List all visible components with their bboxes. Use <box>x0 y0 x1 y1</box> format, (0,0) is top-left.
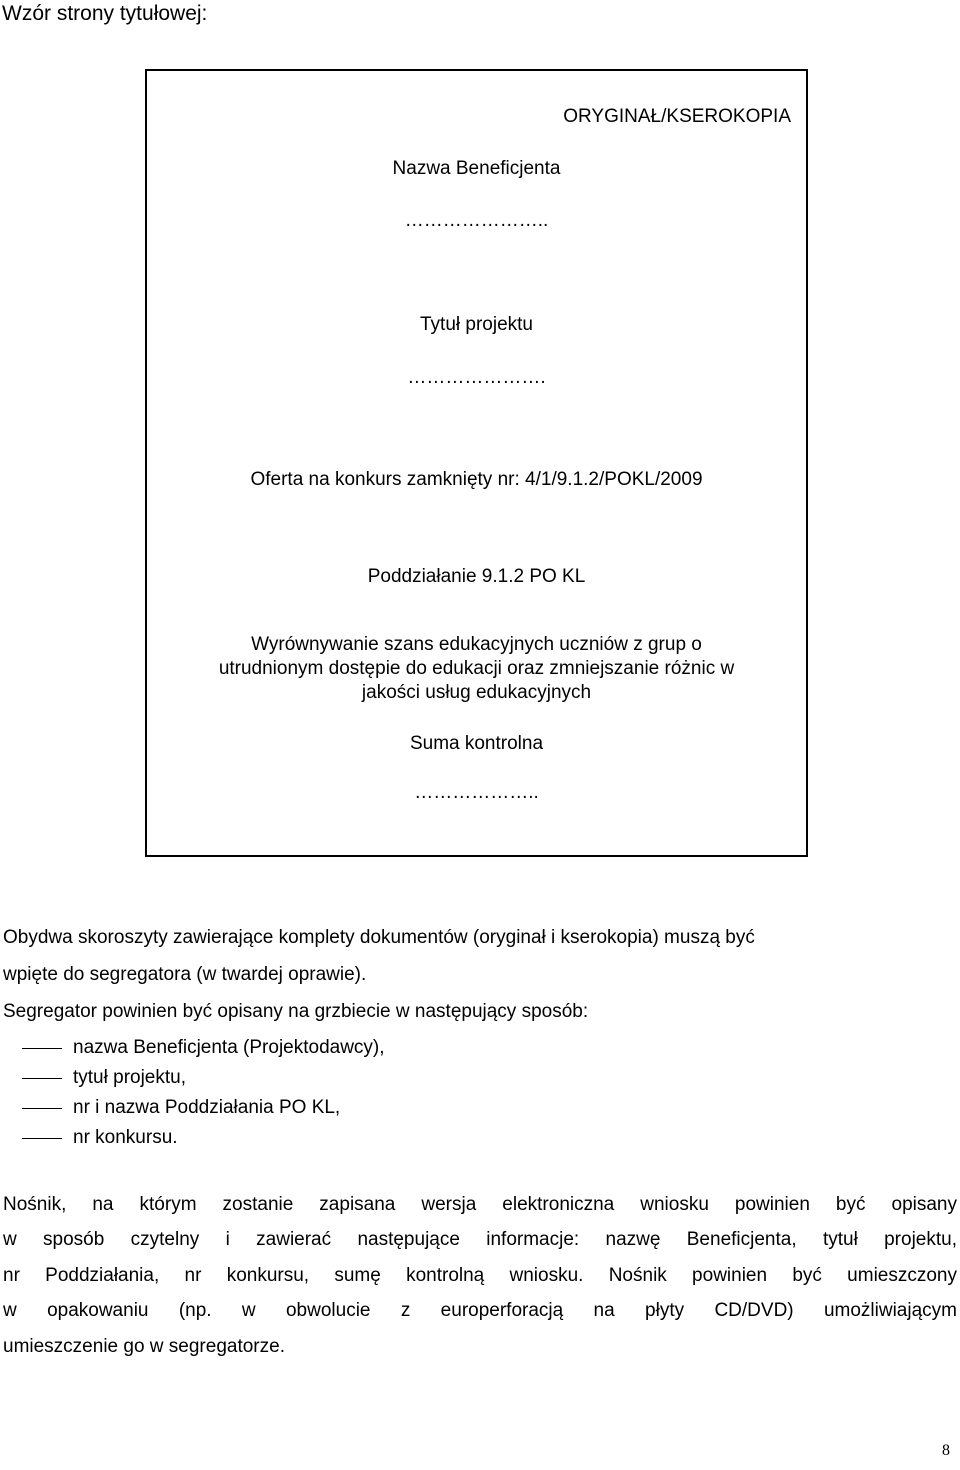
list-item-text: nr i nazwa Poddziałania PO KL, <box>73 1097 341 1118</box>
media-paragraph-line: w sposób czytelny i zawierać następujące informacje: nazwę Beneficjenta, tytuł projektu, <box>3 1229 957 1250</box>
subaction-description-line: utrudnionym dostępie do edukacji oraz zmniejszanie różnic w <box>218 658 735 679</box>
project-title-label: Tytuł projektu <box>420 314 533 335</box>
dash-bullet <box>22 1078 62 1079</box>
beneficiary-placeholder: ………………….. <box>404 210 549 231</box>
spine-description-intro: Segregator powinien być opisany na grzbiecie w następujący sposób: <box>3 1001 589 1022</box>
list-item-text: tytuł projektu, <box>73 1067 186 1088</box>
media-paragraph-line: w opakowaniu (np. w obwolucie z europerforacją na płyty CD/DVD) umożliwiającym <box>3 1300 957 1321</box>
media-paragraph-line: Nośnik, na którym zostanie zapisana wersja elektroniczna wniosku powinien być opisany <box>3 1194 957 1215</box>
media-paragraph-line: nr Poddziałania, nr konkursu, sumę kontrolną wniosku. Nośnik powinien być umieszczony <box>3 1265 957 1286</box>
binders-paragraph-line: Obydwa skoroszyty zawierające komplety dokumentów (oryginał i kserokopia) muszą być <box>3 927 755 948</box>
section-heading: Wzór strony tytułowej: <box>2 2 208 25</box>
checksum-placeholder: ……………….. <box>414 782 539 803</box>
project-title-placeholder: …………………. <box>407 367 546 388</box>
list-item-text: nr konkursu. <box>73 1127 178 1148</box>
list-item <box>22 1093 385 1123</box>
dash-bullet <box>22 1048 62 1049</box>
binders-paragraph-line: wpięte do segregatora (w twardej oprawie). <box>3 964 367 985</box>
list-item <box>22 1033 385 1063</box>
list-item-text: nazwa Beneficjenta (Projektodawcy), <box>73 1037 385 1058</box>
dash-bullet <box>22 1108 62 1109</box>
beneficiary-label: Nazwa Beneficjenta <box>392 158 561 179</box>
spine-requirements-list <box>22 1033 385 1153</box>
document-status-label: ORYGINAŁ/KSEROKOPIA <box>563 106 791 127</box>
list-item <box>22 1063 385 1093</box>
checksum-label: Suma kontrolna <box>409 733 544 754</box>
media-paragraph-line: umieszczenie go w segregatorze. <box>3 1336 285 1357</box>
dash-bullet <box>22 1138 62 1139</box>
list-item <box>22 1123 385 1153</box>
page-number: 8 <box>942 1442 950 1459</box>
subaction-name: Poddziałanie 9.1.2 PO KL <box>367 566 586 587</box>
offer-contest-number: Oferta na konkurs zamknięty nr: 4/1/9.1.2/POKL/2009 <box>250 469 703 490</box>
subaction-description <box>147 633 806 705</box>
subaction-description-line: Wyrównywanie szans edukacyjnych uczniów z grup o <box>251 634 702 655</box>
subaction-description-line: jakości usług edukacyjnych <box>361 682 592 703</box>
title-page-template-box <box>145 69 808 857</box>
